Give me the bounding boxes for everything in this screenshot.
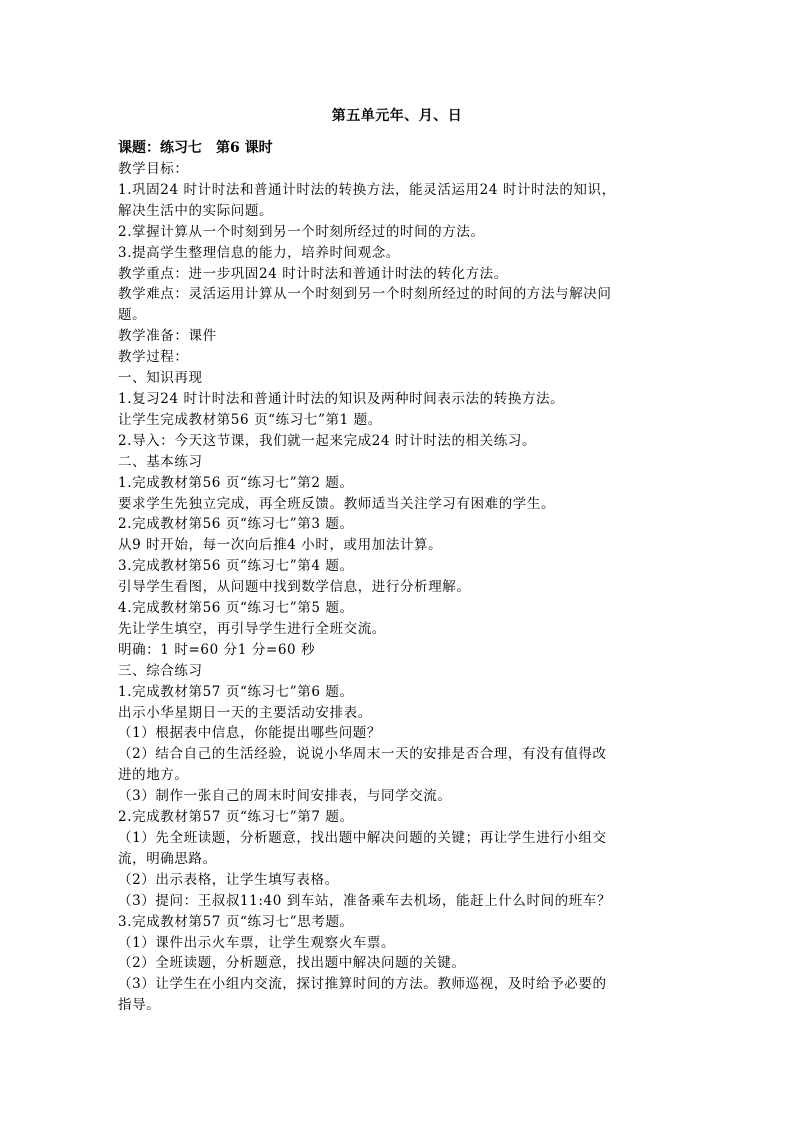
- text-line: 明确：1 时=60 分1 分=60 秒: [118, 641, 316, 658]
- text-line: 2.完成教材第57 页“练习七”第7 题。: [118, 809, 354, 826]
- text-line: （1）先全班读题，分析题意，找出题中解决问题的关键；再让学生进行小组交: [118, 830, 607, 846]
- lesson-body: [118, 159, 678, 1016]
- text-line: 出示小华星期日一天的主要活动安排表。: [118, 704, 372, 721]
- text-line: 3.完成教材第56 页“练习七”第4 题。: [118, 558, 354, 575]
- text-line: 指导。: [118, 997, 161, 1014]
- text-line: 教学难点：灵活运用计算从一个时刻到另一个时刻所经过的时间的方法与解决问: [118, 286, 612, 303]
- text-line: 教学重点：进一步巩固24 时计时法和普通计时法的转化方法。: [118, 265, 508, 282]
- text-line: 进的地方。: [118, 767, 189, 784]
- text-line: （3）提问：王叔叔11:40 到车站，准备乘车去机场，能赶上什么时间的班车？: [118, 892, 612, 909]
- text-line: （2）结合自己的生活经验，说说小华周末一天的安排是否合理，有没有值得改: [118, 746, 607, 763]
- text-line: 2.导入：今天这节课，我们就一起来完成24 时计时法的相关练习。: [118, 432, 537, 449]
- text-line: 1.完成教材第57 页“练习七”第6 题。: [118, 683, 354, 700]
- text-line: 引导学生看图，从问题中找到数学信息，进行分析理解。: [118, 579, 471, 596]
- text-line: 解决生活中的实际问题。: [118, 202, 274, 219]
- text-line: 教学准备：课件: [118, 328, 217, 345]
- text-line: （1）根据表中信息，你能提出哪些问题？: [118, 725, 381, 742]
- text-line: 从9 时开始，每一次向后推4 小时，或用加法计算。: [118, 537, 443, 554]
- text-line: 3.完成教材第57 页“练习七”思考题。: [118, 913, 354, 930]
- text-line: （2）全班读题，分析题意，找出题中解决问题的关键。: [118, 955, 466, 972]
- text-line: 先让学生填空，再引导学生进行全班交流。: [118, 620, 386, 637]
- unit-title: 第五单元年、月、日: [331, 108, 463, 124]
- text-line: 1.复习24 时计时法和普通计时法的知识及两种时间表示法的转换方法。: [118, 390, 565, 407]
- lesson-subject: 课题：练习七 第6 课时: [118, 140, 273, 156]
- text-line: 让学生完成教材第56 页“练习七”第1 题。: [118, 411, 382, 428]
- text-line: 教学目标：: [118, 161, 189, 177]
- text-line: 要求学生先独立完成，再全班反馈。教师适当关注学习有困难的学生。: [118, 495, 556, 512]
- text-line: 2.掌握计算从一个时刻到另一个时刻所经过的时间的方法。: [118, 223, 485, 240]
- text-line: 流，明确思路。: [118, 850, 217, 867]
- section-heading: 一、知识再现: [118, 370, 203, 387]
- text-line: 2.完成教材第56 页“练习七”第3 题。: [118, 516, 354, 533]
- text-line: 4.完成教材第56 页“练习七”第5 题。: [118, 600, 354, 617]
- text-line: 1.完成教材第56 页“练习七”第2 题。: [118, 474, 354, 491]
- text-line: （1）课件出示火车票，让学生观察火车票。: [118, 934, 396, 951]
- text-line: （3）制作一张自己的周末时间安排表，与同学交流。: [118, 788, 452, 805]
- text-line: 3.提高学生整理信息的能力，培养时间观念。: [118, 244, 400, 261]
- section-heading: 三、综合练习: [118, 662, 203, 679]
- text-line: 题。: [118, 307, 147, 324]
- text-line: 1.巩固24 时计时法和普通计时法的转换方法，能灵活运用24 时计时法的知识，: [118, 181, 616, 198]
- text-line: （3）让学生在小组内交流，探讨推算时间的方法。教师巡视，及时给予必要的: [118, 976, 607, 993]
- section-heading: 二、基本练习: [118, 453, 203, 470]
- text-line: 教学过程：: [118, 349, 189, 366]
- text-line: （2）出示表格，让学生填写表格。: [118, 871, 339, 888]
